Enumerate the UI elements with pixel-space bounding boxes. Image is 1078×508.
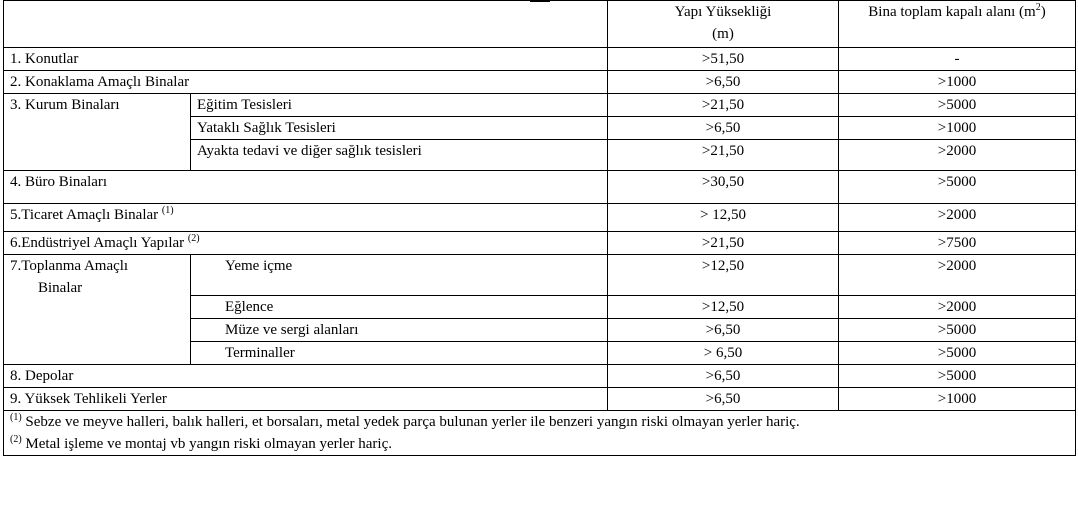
footnotes-cell (4, 411, 1076, 456)
table-row (4, 255, 1076, 296)
row-group-label-line1: 7.Toplanma Amaçlı (10, 258, 129, 274)
header-height-unit: (m) (712, 26, 734, 42)
row-sub-label: Terminaller (191, 342, 608, 365)
row-group-label: 3. Kurum Binaları (4, 94, 191, 171)
footnote-mark: (2) (10, 434, 22, 445)
row-height: >12,50 (608, 296, 839, 319)
row-label: 6.Endüstriyel Amaçlı Yapılar (10, 235, 185, 251)
row-area: - (839, 48, 1076, 71)
table-row (4, 388, 1076, 411)
footnotes-row (4, 411, 1076, 456)
row-sub-label: Eğitim Tesisleri (191, 94, 608, 117)
row-area: >2000 (839, 140, 1076, 171)
row-label: 8. Depolar (4, 365, 608, 388)
row-height: >21,50 (608, 140, 839, 171)
row-group-label (4, 255, 191, 365)
row-height: >6,50 (608, 71, 839, 94)
row-sub-label: Müze ve sergi alanları (191, 319, 608, 342)
footnote-text: Metal işleme ve montaj vb yangın riski olmayan yerler hariç. (21, 436, 392, 452)
header-area-label: Bina toplam kapalı alanı (m (868, 4, 1036, 20)
table-row (4, 232, 1076, 255)
regulation-table-sheet (3, 0, 1075, 456)
table-row (4, 94, 1076, 117)
row-height: >30,50 (608, 171, 839, 204)
row-height: >21,50 (608, 232, 839, 255)
row-height: >21,50 (608, 94, 839, 117)
row-area: >5000 (839, 342, 1076, 365)
row-area: >5000 (839, 365, 1076, 388)
row-area: >1000 (839, 388, 1076, 411)
header-area-end: ) (1040, 4, 1046, 20)
row-group-label-line2: Binalar (38, 280, 83, 296)
row-height: >51,50 (608, 48, 839, 71)
row-sub-label: Eğlence (191, 296, 608, 319)
row-height: >12,50 (608, 255, 839, 296)
row-label: 9. Yüksek Tehlikeli Yerler (4, 388, 608, 411)
footnote-mark: (1) (10, 412, 22, 423)
table-row (4, 48, 1076, 71)
table-row (4, 71, 1076, 94)
header-row (4, 1, 1076, 48)
row-label: 1. Konutlar (4, 48, 608, 71)
row-sub-label: Ayakta tedavi ve diğer sağlık tesisleri (191, 140, 608, 171)
building-classification-table (3, 0, 1076, 456)
row-height: >6,50 (608, 117, 839, 140)
row-area: >1000 (839, 71, 1076, 94)
row-sub-label: Yataklı Sağlık Tesisleri (191, 117, 608, 140)
row-area: >5000 (839, 319, 1076, 342)
row-area: >2000 (839, 255, 1076, 296)
row-area: >1000 (839, 117, 1076, 140)
header-area-sup: 2 (1035, 2, 1041, 13)
row-area: >2000 (839, 296, 1076, 319)
header-empty-cell (4, 1, 608, 48)
header-height (608, 1, 839, 48)
row-height: > 6,50 (608, 342, 839, 365)
row-label: 4. Büro Binaları (4, 171, 608, 204)
footnote (10, 433, 1069, 455)
row-area: >5000 (839, 171, 1076, 204)
footnote (10, 411, 1069, 433)
table-row (4, 171, 1076, 204)
row-height: >6,50 (608, 388, 839, 411)
row-height: > 12,50 (608, 204, 839, 232)
header-height-label: Yapı Yüksekliği (674, 4, 772, 20)
row-label: 2. Konaklama Amaçlı Binalar (4, 71, 608, 94)
row-area: >2000 (839, 204, 1076, 232)
table-row (4, 204, 1076, 232)
row-label-cell (4, 204, 608, 232)
row-height: >6,50 (608, 365, 839, 388)
footnote-ref: (2) (187, 233, 200, 244)
header-area (839, 1, 1076, 48)
row-area: >7500 (839, 232, 1076, 255)
row-height: >6,50 (608, 319, 839, 342)
table-row (4, 365, 1076, 388)
row-sub-label: Yeme içme (191, 255, 608, 296)
footnote-text: Sebze ve meyve halleri, balık halleri, et borsaları, metal yedek parça bulunan yerler ile benzeri yangın riski olmayan yerler hariç. (21, 414, 800, 430)
row-label: 5.Ticaret Amaçlı Binalar (10, 207, 159, 223)
row-area: >5000 (839, 94, 1076, 117)
row-label-cell (4, 232, 608, 255)
cropped-caption-fragment (530, 0, 550, 2)
footnote-ref: (1) (161, 205, 174, 216)
